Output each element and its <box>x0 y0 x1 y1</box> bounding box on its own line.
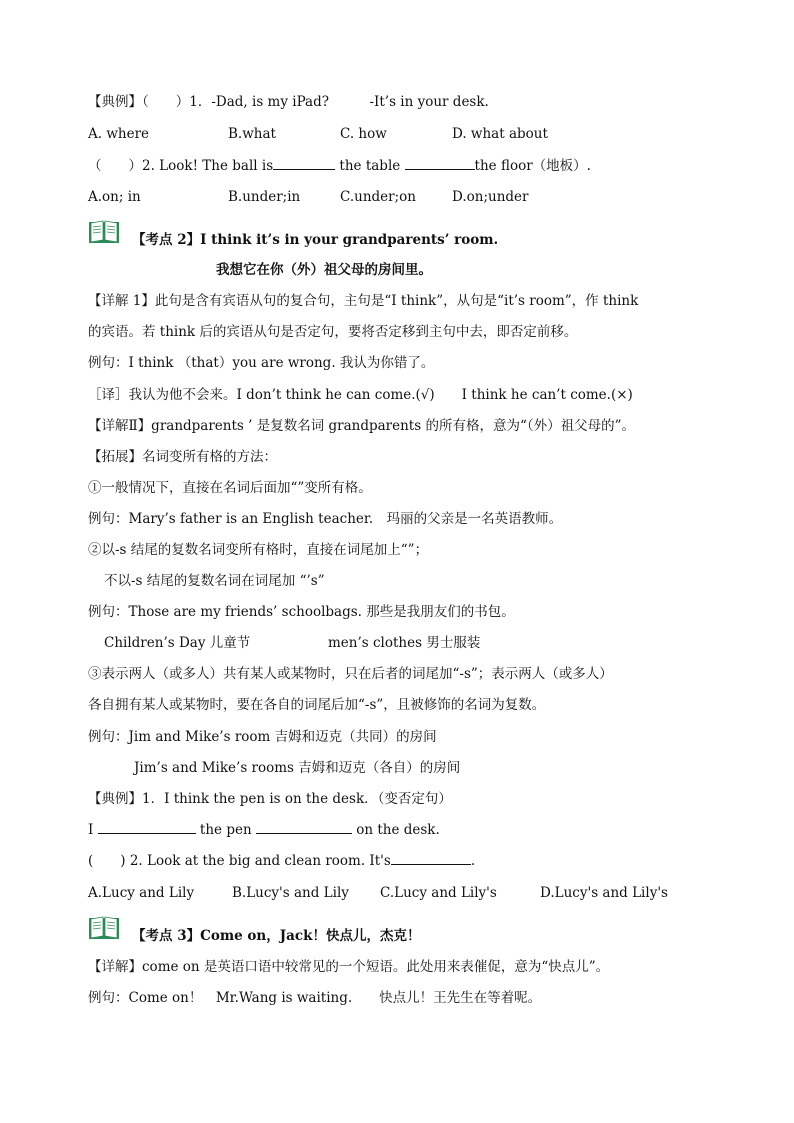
rule-1: ①一般情况下，直接在名词后面加“”变所有格。 <box>88 480 372 496</box>
example-2-question-2: ( ) 2. Look at the big and clean room. It's . <box>88 853 476 869</box>
detail-2: 【详解Ⅱ】grandparents ’ 是复数名词 grandparents 的所有格，意为“（外）祖父母的”。 <box>88 418 636 434</box>
option-a: A.on; in <box>88 189 141 205</box>
fill-in-line: I the pen on the desk. <box>88 822 440 838</box>
point-3-example: 例句：Come on！ Mr.Wang is waiting. 快点儿！王先生在等着呢。 <box>88 990 542 1006</box>
answer-blank <box>405 156 475 170</box>
expand-heading: 【拓展】名词变所有格的方法： <box>88 449 277 465</box>
rule-2-example: 例句：Those are my friends’ schoolbags. 那些是我朋友们的书包。 <box>88 604 515 620</box>
example-2-question-1: 【典例】1．I think the pen is on the desk．（变否定句） <box>88 791 452 807</box>
example-1-question-1: 【典例】（ ）1．-Dad, is my iPad? -It’s in your desk. <box>88 94 489 110</box>
point-2-heading: 【考点 2】I think it’s in your grandparents’ room. <box>132 232 499 248</box>
rule-3-example-1: 例句：Jim and Mike’s room 吉姆和迈克（共同）的房间 <box>88 729 437 745</box>
rule-2-example-b: men’s clothes 男士服装 <box>328 635 481 651</box>
rule-3-line-1: ③表示两人（或多人）共有某人或某物时，只在后者的词尾加“-s”；表示两人（或多人） <box>88 666 613 682</box>
option-d: D. what about <box>452 126 548 142</box>
point-3-detail: 【详解】come on 是英语口语中较常见的一个短语。此处用来表催促，意为“快点儿”。 <box>88 959 610 975</box>
detail-1-line-2: 的宾语。若 think 后的宾语从句是否定句，要将否定移到主句中去，即否定前移。 <box>88 324 578 340</box>
book-icon <box>88 914 120 940</box>
rule-1-example: 例句：Mary’s father is an English teacher. 玛丽的父亲是一名英语教师。 <box>88 511 563 527</box>
option-a: A.Lucy and Lily <box>88 885 195 901</box>
translation-line: ［译］我认为他不会来。I don’t think he can come.(√) I think he can’t come.(×) <box>88 387 633 403</box>
answer-blank <box>98 820 196 834</box>
option-a: A. where <box>88 126 150 142</box>
rule-3-example-2: Jim’s and Mike’s rooms 吉姆和迈克（各自）的房间 <box>134 760 461 776</box>
point-2-translation: 我想它在你（外）祖父母的房间里。 <box>216 262 432 278</box>
book-icon <box>88 218 120 244</box>
point-3-heading: 【考点 3】Come on，Jack！快点儿，杰克！ <box>132 928 421 944</box>
example-sentence: 例句：I think （that）you are wrong. 我认为你错了。 <box>88 355 435 371</box>
rule-2-line-2: 不以-s 结尾的复数名词在词尾加 “’s” <box>104 573 325 589</box>
option-b: B.under;in <box>228 189 301 205</box>
rule-2-example-a: Children’s Day 儿童节 <box>104 635 251 651</box>
detail-1-line-1: 【详解 1】此句是含有宾语从句的复合句，主句是“I think”，从句是“it’s room”，作 think <box>88 293 639 309</box>
option-c: C. how <box>340 126 387 142</box>
answer-blank <box>256 820 352 834</box>
option-d: D.Lucy's and Lily's <box>540 885 668 901</box>
option-c: C.under;on <box>340 189 416 205</box>
option-d: D.on;under <box>452 189 529 205</box>
rule-2-line-1: ②以-s 结尾的复数名词变所有格时，直接在词尾加上“”； <box>88 542 429 558</box>
answer-blank <box>391 851 471 865</box>
answer-blank <box>273 156 335 170</box>
option-b: B.Lucy's and Lily <box>232 885 349 901</box>
example-1-question-2: （ ）2. Look! The ball is the table the floor（地板）. <box>88 158 591 174</box>
option-c: C.Lucy and Lily's <box>380 885 497 901</box>
option-b: B.what <box>228 126 276 142</box>
rule-3-line-2: 各自拥有某人或某物时，要在各自的词尾后加“-s”，且被修饰的名词为复数。 <box>88 697 546 713</box>
